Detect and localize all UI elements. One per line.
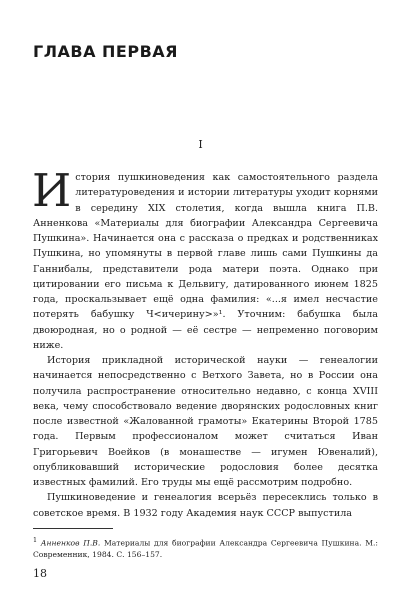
- footnote: [33, 535, 378, 560]
- paragraph-3: Пушкиноведение и генеалогия всерьёз пересеклись только в советское время. В 1932 году Академия наук СССР выпустила: [33, 492, 378, 519]
- paragraph-1: [32, 164, 378, 353]
- paragraph-2: История прикладной исторической науки — генеалогии начинается непосредственно с Ветхого Завета, но в России она получила распространение относительно недавно, с конца XVIII века, чему способствовало ведение дворянских родословных книг после известной «Жалованной грамоты» Екатерины Второй 1785 года. Первым профессионалом может считаться Иван Григорьевич Воейков (в монашестве — игумен Ювеналий), опубликовавший исторические родословия более десятка известных фамилий. Его труды мы ещё рассмотрим подробно.: [33, 355, 378, 488]
- footnote-divider: [33, 528, 113, 529]
- drop-cap: И: [32, 164, 72, 217]
- page-number: 18: [33, 567, 47, 580]
- footnote-text: Материалы для биографии Александра Сергеевича Пушкина. М.: Современник, 1984. С. 156–157.: [33, 538, 378, 559]
- main-text: [32, 164, 378, 521]
- paragraph-1-text: стория пушкиноведения как самостоятельного раздела литературоведения и истории литературы уходит корнями в середину XIX столетия, когда вышла книга П.В. Анненкова «Материалы для биографии Александра Сергеевича Пушкина». Начинается она с рассказа о предках и родственниках Пушкина, но упомянуты в первой главе лишь сами Пушкины да Ганнибалы, представители рода матери поэта. Однако при цитировании его письма к Дельвигу, датированного июнем 1825 года, проскальзывает ещё одна фамилия: «...я имел несчастие потерять бабушку Ч<ичерину>»¹. Уточним: бабушка была двоюродная, но о родной — её сестре — непременно поговорим ниже.: [33, 172, 378, 351]
- chapter-title: ГЛАВА ПЕРВАЯ: [33, 42, 178, 61]
- footnote-author: Анненков П.В.: [40, 538, 101, 548]
- footnote-marker: 1: [33, 537, 38, 544]
- section-number: I: [198, 138, 203, 151]
